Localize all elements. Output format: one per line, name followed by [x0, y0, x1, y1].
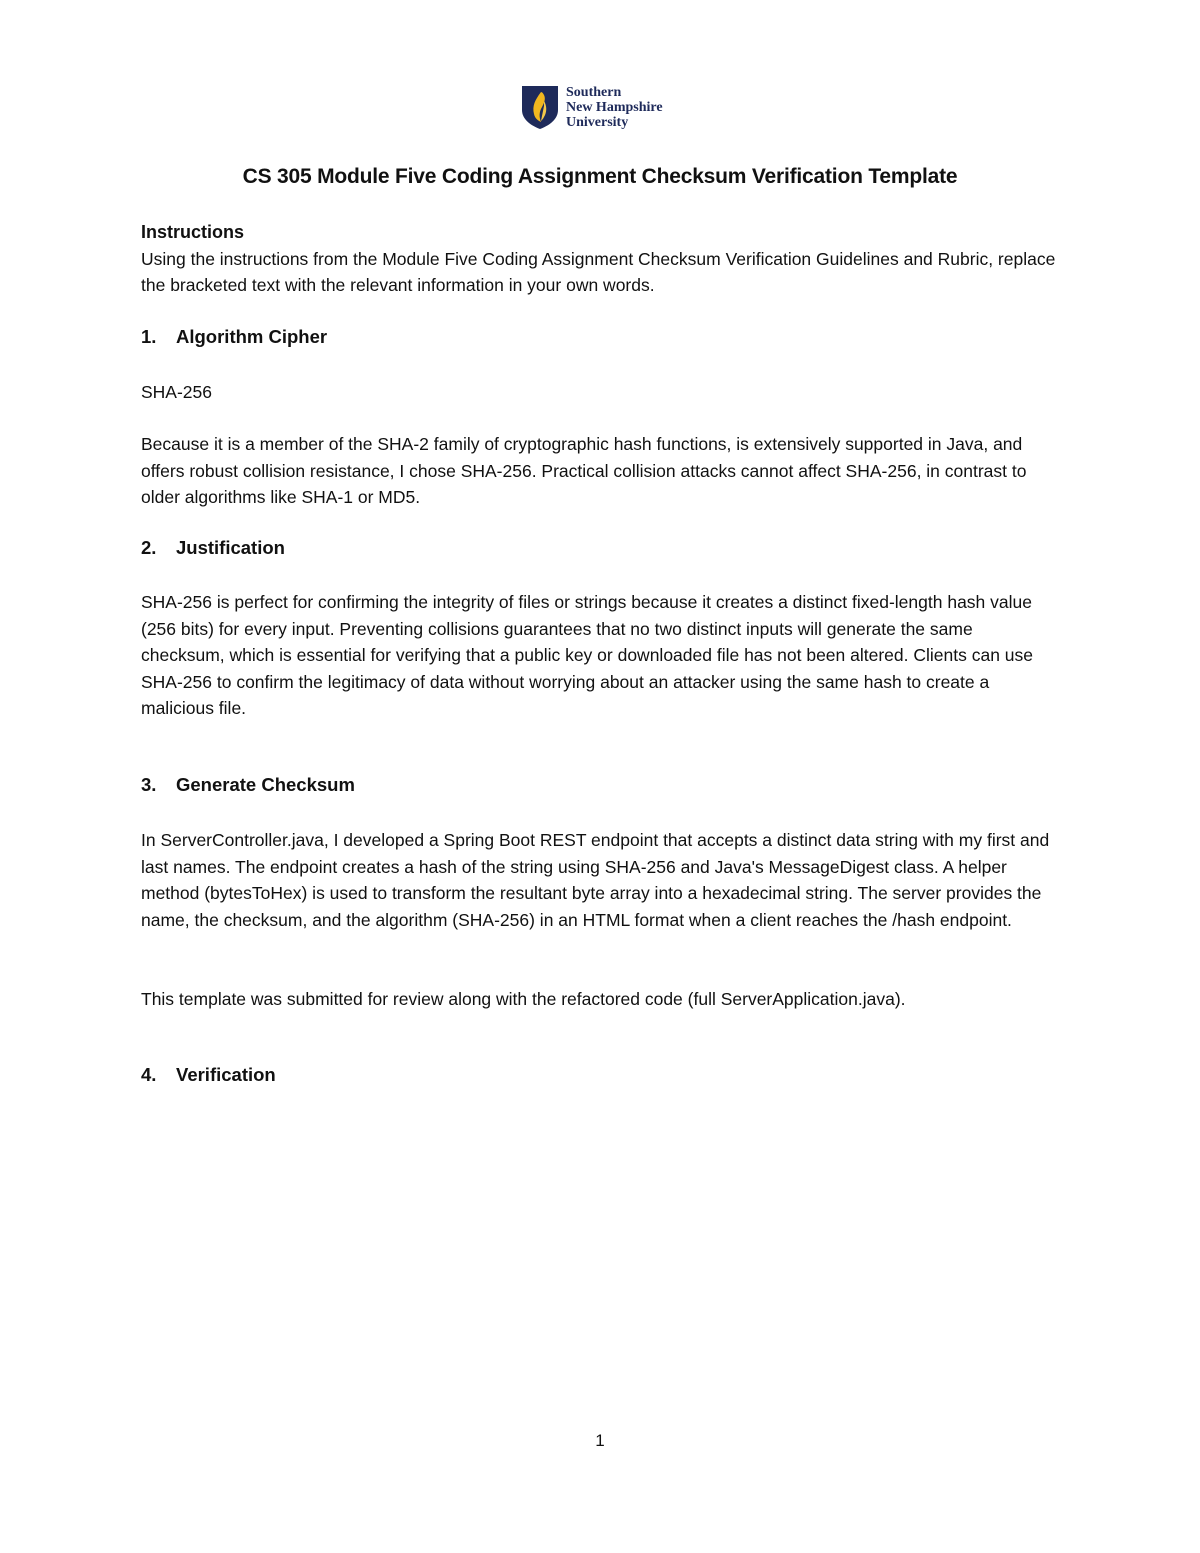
section-number: 1. [141, 326, 157, 347]
section-heading-justification [141, 537, 285, 559]
generate-checksum-paragraph: In ServerController.java, I developed a Spring Boot REST endpoint that accepts a distinct data string with my first and last names. The endpoint creates a hash of the string using SHA-256 and Java's MessageDigest class. A helper method (bytesToHex) is used to transform the resultant byte array into a hexadecimal string. The server provides the name, the checksum, and the algorithm (SHA-256) in an HTML format when a client reaches the /hash endpoint. [141, 830, 1050, 930]
section-heading-generate-checksum [141, 774, 355, 796]
justification-paragraph: SHA-256 is perfect for confirming the integrity of files or strings because it creates a distinct fixed-length hash value (256 bits) for every input. Preventing collisions guarantees that no two distinct inputs will generate the same checksum, which is essential for verifying that a public key or downloaded file has not been altered. Clients can use SHA-256 to confirm the legitimacy of data without worrying about an attacker using the same hash to create a malicious file. [141, 592, 1034, 718]
section-title: Generate Checksum [176, 774, 355, 795]
section-number: 4. [141, 1064, 157, 1085]
document-title: CS 305 Module Five Coding Assignment Checksum Verification Template [242, 165, 958, 188]
page-number: 1 [595, 1431, 605, 1450]
section-title: Algorithm Cipher [176, 326, 328, 347]
cipher-name: SHA-256 [141, 382, 213, 402]
logo-line-2: New Hampshire [566, 99, 663, 115]
instructions-body: Using the instructions from the Module Five Coding Assignment Checksum Verification Guidelines and Rubric, replace the bracketed text with the relevant information in your own words. [141, 248, 1056, 295]
section-number: 3. [141, 774, 157, 795]
instructions-heading: Instructions [141, 222, 245, 242]
submission-note: This template was submitted for review along with the refactored code (full ServerApplication.java). [141, 989, 906, 1009]
instructions-block [141, 219, 1061, 299]
section-heading-verification [141, 1064, 276, 1086]
university-logo [520, 84, 663, 130]
cipher-explanation: Because it is a member of the SHA-2 family of cryptographic hash functions, is extensively supported in Java, and offers robust collision resistance, I chose SHA-256. Practical collision attacks cannot affect SHA-256, in contrast to older algorithms like SHA-1 or MD5. [141, 434, 1027, 507]
logo-line-1: Southern [566, 84, 622, 100]
logo-line-3: University [566, 114, 629, 130]
logo-wordmark [566, 85, 663, 130]
section-title: Verification [176, 1064, 276, 1085]
section-number: 2. [141, 537, 157, 558]
section-heading-algorithm-cipher [141, 326, 327, 348]
section-title: Justification [176, 537, 285, 558]
shield-flame-icon [520, 84, 560, 130]
